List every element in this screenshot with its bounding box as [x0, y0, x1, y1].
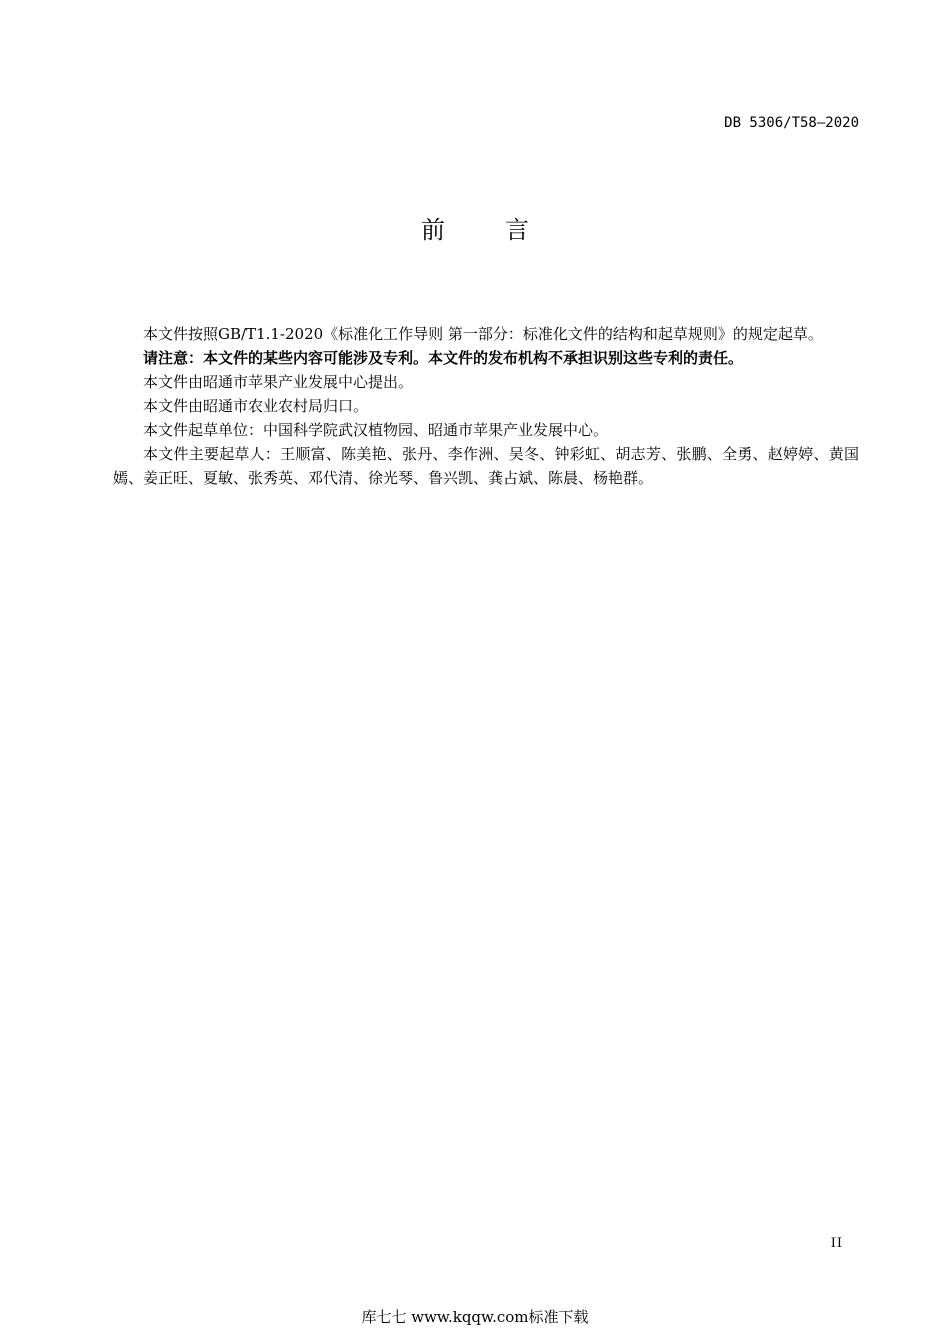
paragraph-drafting-rules: 本文件按照GB/T1.1-2020《标准化工作导则 第一部分：标准化文件的结构和起草规则》的规定起草。: [143, 325, 823, 343]
document-body: [113, 322, 859, 490]
page-title-part-2: 言: [505, 216, 529, 244]
paragraph-patent-notice: 请注意：本文件的某些内容可能涉及专利。本文件的发布机构不承担识别这些专利的责任。: [143, 349, 744, 367]
document-code: DB 5306/T58—2020: [724, 115, 859, 131]
page-title-part-1: 前: [421, 216, 445, 244]
paragraph-drafters: 本文件主要起草人：王顺富、陈美艳、张丹、李作洲、吴冬、钟彩虹、胡志芳、张鹏、全勇、赵婷婷、黄国嫣、姜正旺、夏敏、张秀英、邓代清、徐光琴、鲁兴凯、龚占斌、陈晨、杨艳群。: [113, 445, 859, 487]
footer-watermark: 库七七 www.kqqw.com标准下载: [361, 1308, 589, 1326]
page-title: [0, 212, 950, 248]
paragraph-administrator: 本文件由昭通市农业农村局归口。: [143, 397, 369, 415]
paragraph-drafting-units: 本文件起草单位：中国科学院武汉植物园、昭通市苹果产业发展中心。: [143, 421, 609, 439]
paragraph-proposer: 本文件由昭通市苹果产业发展中心提出。: [143, 373, 414, 391]
page-number: II: [830, 1236, 843, 1251]
